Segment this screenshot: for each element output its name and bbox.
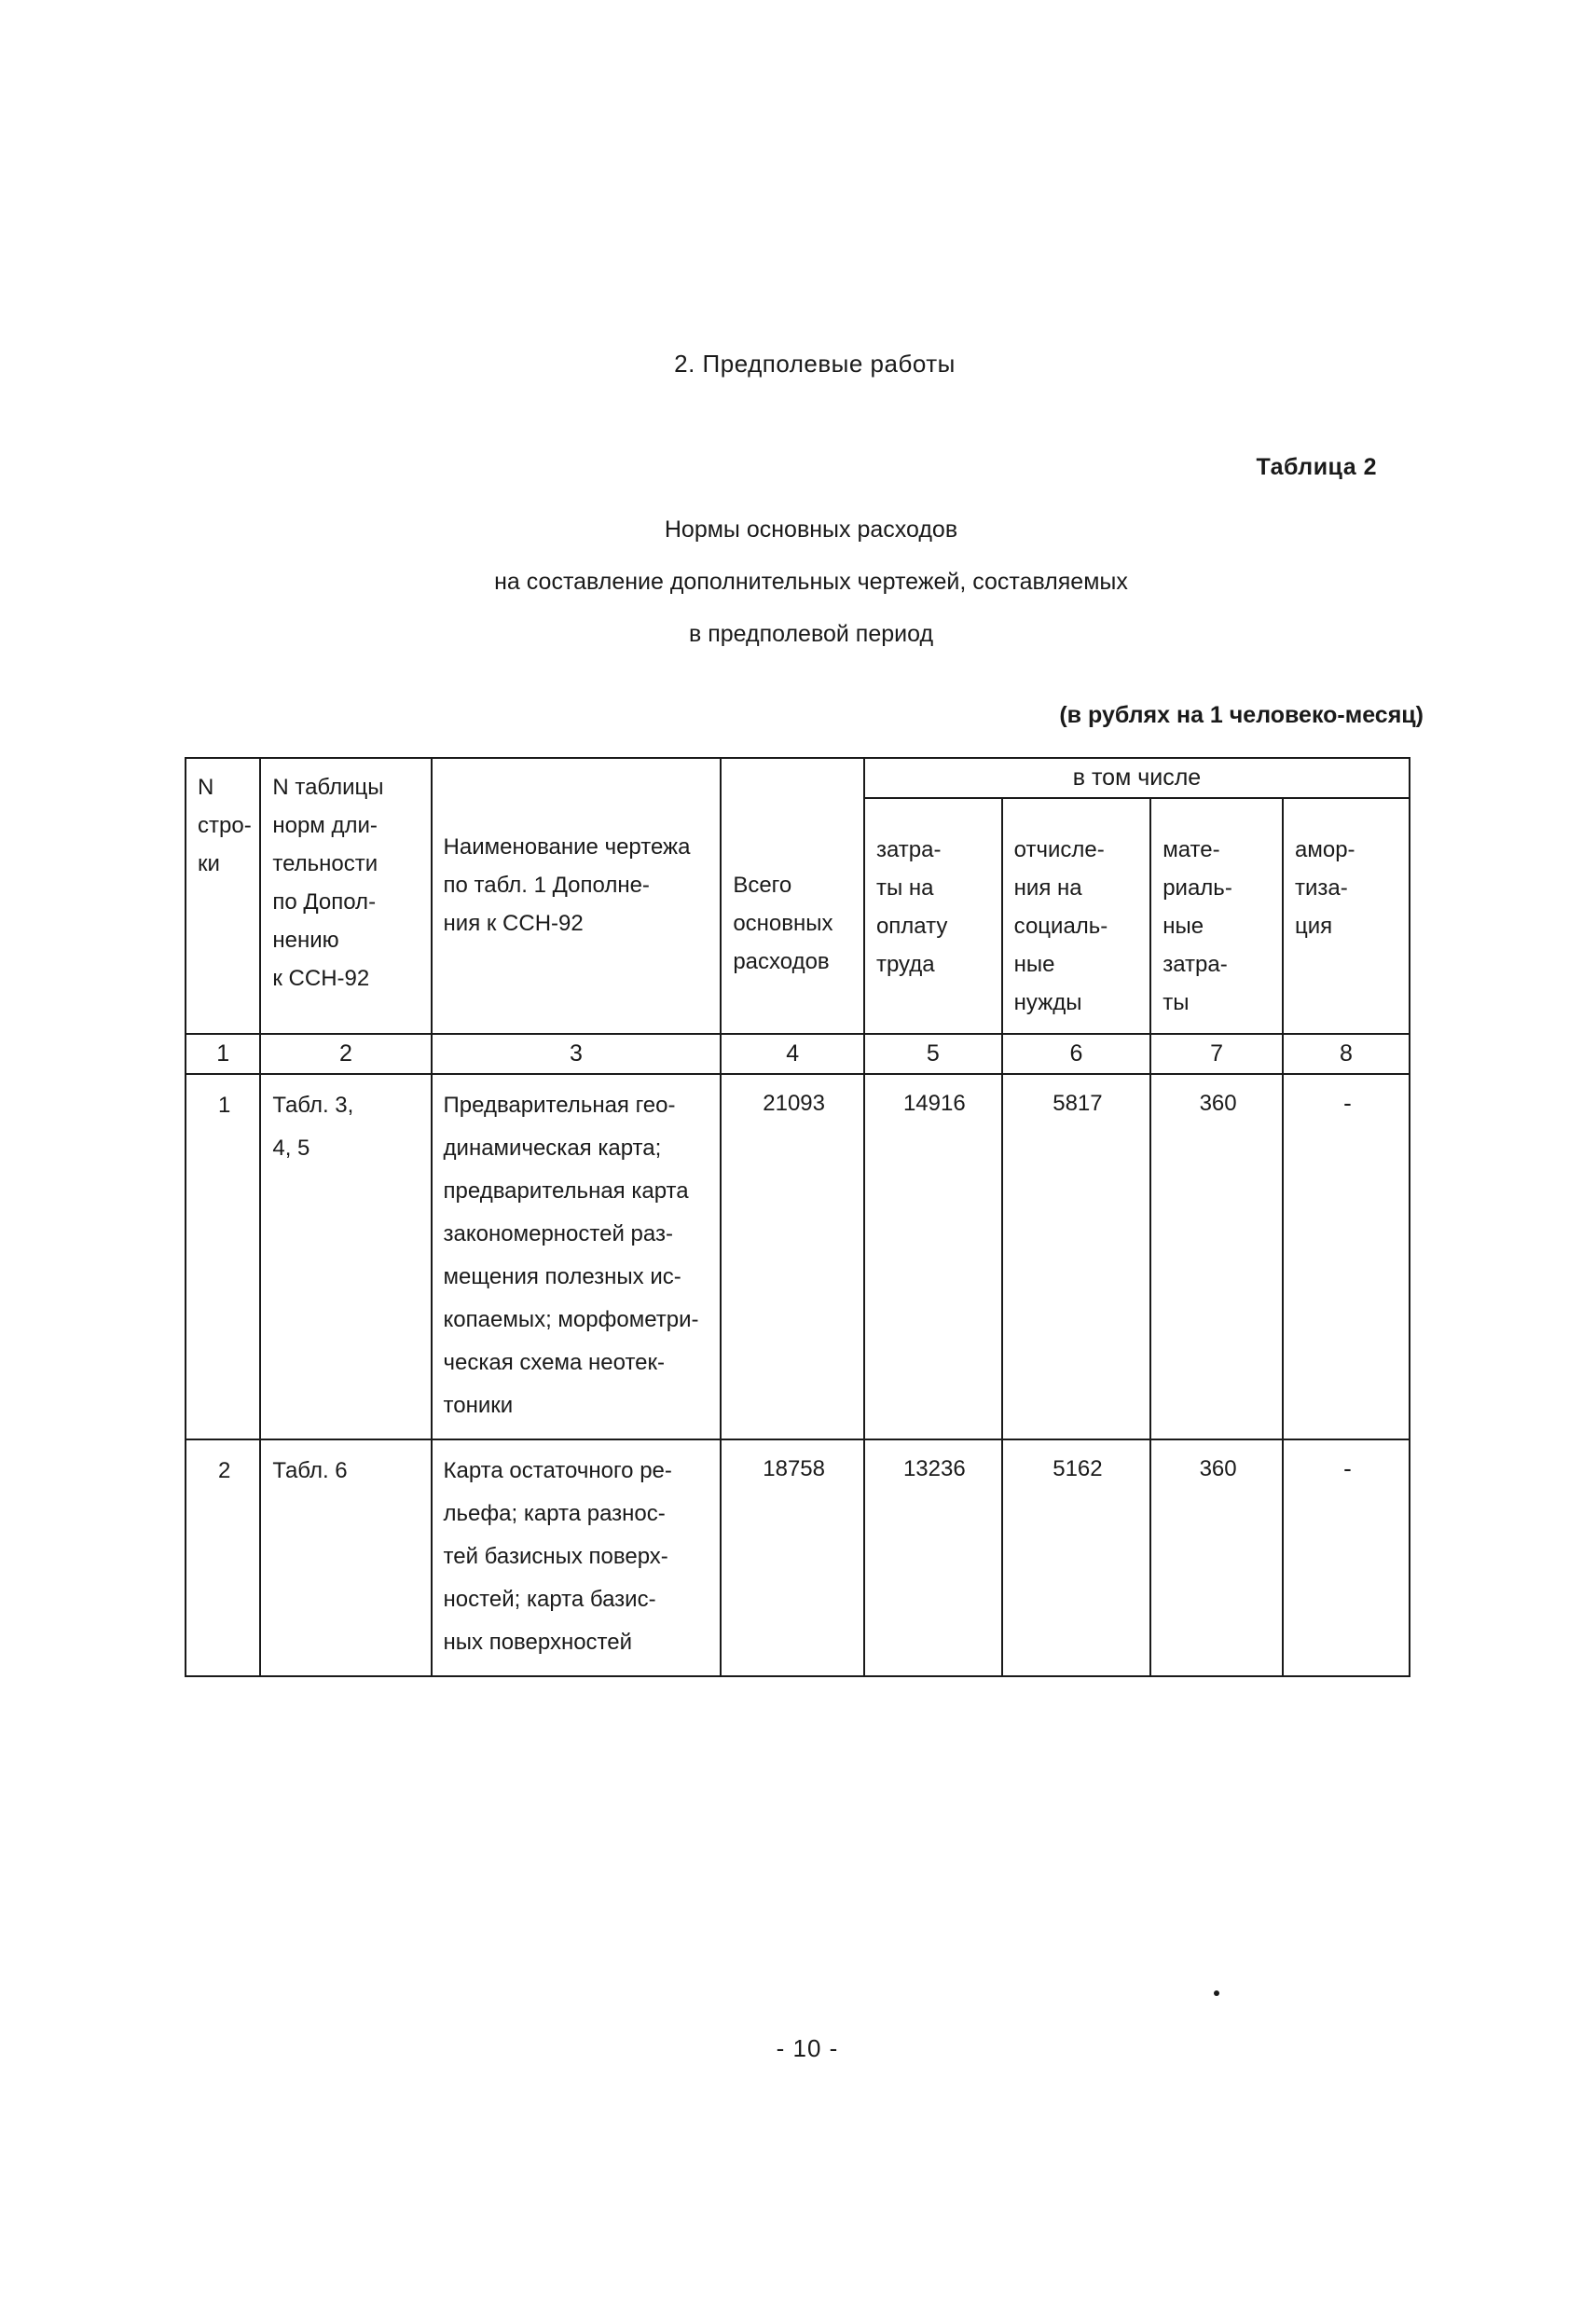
header-col3-line3: ния к ССН-92 — [443, 911, 584, 936]
row2-materials — [1150, 1439, 1283, 1676]
header-amortization — [1283, 798, 1410, 1034]
header-social-contributions — [1002, 798, 1151, 1034]
row1-materials-text: 360 — [1199, 1091, 1237, 1116]
norms-table — [185, 757, 1410, 1677]
row1-table-ref — [260, 1074, 431, 1439]
header-col6-line1: отчисле- — [1013, 837, 1105, 862]
row1-materials — [1150, 1074, 1283, 1439]
table-header-row-1 — [186, 758, 1410, 798]
colnum-2: 2 — [260, 1034, 431, 1074]
row2-amortization-text: - — [1343, 1454, 1352, 1482]
header-col5-line4: труда — [875, 952, 935, 977]
header-col2-line6: к ССН-92 — [272, 966, 370, 991]
row1-social-text: 5817 — [1053, 1091, 1103, 1116]
row2-number — [186, 1439, 260, 1676]
column-number-row — [186, 1034, 1410, 1074]
row1-name-line5: мещения полезных ис- — [443, 1264, 681, 1289]
header-col6-line5: нужды — [1013, 990, 1082, 1015]
header-col7-line3: ные — [1163, 914, 1204, 939]
page-artifact-dot — [1214, 1990, 1219, 1996]
header-col5-line2: ты на — [875, 875, 934, 901]
row1-name-line2: динамическая карта; — [443, 1136, 662, 1161]
units-note: (в рублях на 1 человеко-месяц) — [1059, 702, 1424, 728]
header-material-costs — [1150, 798, 1283, 1034]
row1-name-line6: копаемых; морфометри- — [443, 1307, 699, 1332]
colnum-3: 3 — [432, 1034, 722, 1074]
header-col8-line1: амор- — [1295, 837, 1355, 862]
row1-name-line8: тоники — [443, 1393, 514, 1418]
row1-name-line1: Предварительная гео- — [443, 1093, 676, 1118]
header-row-number — [186, 758, 260, 1034]
row2-labor — [864, 1439, 1002, 1676]
row1-amortization-text: - — [1343, 1089, 1352, 1117]
colnum-1: 1 — [186, 1034, 260, 1074]
header-col6-line2: ния на — [1013, 875, 1082, 901]
header-col7-line2: риаль- — [1163, 875, 1232, 901]
header-drawing-name — [432, 758, 722, 1034]
header-col4-line2: основных — [733, 911, 833, 936]
table-row — [186, 1074, 1410, 1439]
colnum-8: 8 — [1283, 1034, 1410, 1074]
row1-name-line4: закономерностей раз- — [443, 1221, 673, 1246]
row1-labor-text: 14916 — [902, 1091, 966, 1116]
header-col6-line3: социаль- — [1013, 914, 1108, 939]
caption-line-3: в предполевой период — [688, 621, 934, 647]
row2-amortization — [1283, 1439, 1410, 1676]
row1-drawing-name — [432, 1074, 722, 1439]
header-col7-line4: затра- — [1163, 952, 1228, 977]
row2-name-line2: льефа; карта разнос- — [443, 1501, 666, 1526]
colnum-4: 4 — [721, 1034, 864, 1074]
header-col2-line5: нению — [272, 928, 339, 953]
header-group-including: в том числе — [864, 758, 1410, 798]
header-col4-line1: Всего — [733, 873, 792, 898]
row2-ref-line1: Табл. 6 — [272, 1458, 348, 1483]
row2-labor-text: 13236 — [902, 1456, 966, 1481]
header-col1-line1: N — [198, 775, 214, 800]
row1-amortization — [1283, 1074, 1410, 1439]
colnum-6: 6 — [1002, 1034, 1151, 1074]
header-col2-line4: по Допол- — [272, 889, 377, 915]
header-col6-line4: ные — [1013, 952, 1055, 977]
row1-number-text: 1 — [218, 1093, 231, 1118]
row2-name-line4: ностей; карта базис- — [443, 1587, 656, 1612]
row2-drawing-name — [432, 1439, 722, 1676]
header-norm-table-ref — [260, 758, 431, 1034]
table-caption — [13, 503, 1596, 660]
header-col5-line1: затра- — [875, 837, 942, 862]
caption-line-2: на составление дополнительных чертежей, составляемых — [494, 569, 1128, 595]
norms-table-container — [185, 757, 1410, 1677]
row2-social-text: 5162 — [1053, 1456, 1103, 1481]
section-title: 2. Предполевые работы — [674, 350, 956, 378]
row2-total-text: 18758 — [763, 1456, 826, 1481]
row1-social — [1002, 1074, 1151, 1439]
caption-line-1: Нормы основных расходов — [664, 516, 958, 543]
page-number: - 10 - — [776, 2034, 839, 2062]
row2-name-line3: тей базисных поверх- — [443, 1544, 668, 1569]
header-col1-line3: ки — [198, 851, 220, 876]
row2-materials-text: 360 — [1199, 1456, 1237, 1481]
header-col5-line3: оплату — [875, 914, 948, 939]
header-col3-line1: Наименование чертежа — [443, 834, 691, 860]
row1-total — [721, 1074, 864, 1439]
colnum-7: 7 — [1150, 1034, 1283, 1074]
header-total-expenses — [721, 758, 864, 1034]
header-col3-line2: по табл. 1 Дополне- — [443, 873, 650, 898]
row2-name-line5: ных поверхностей — [443, 1630, 633, 1655]
row2-total — [721, 1439, 864, 1676]
header-col8-line2: тиза- — [1295, 875, 1348, 901]
row1-ref-line2: 4, 5 — [272, 1136, 310, 1161]
row1-name-line7: ческая схема неотек- — [443, 1350, 665, 1375]
header-col7-line5: ты — [1163, 990, 1190, 1015]
table-row — [186, 1439, 1410, 1676]
row2-social — [1002, 1439, 1151, 1676]
header-col8-line3: ция — [1295, 914, 1333, 939]
header-col2-line3: тельности — [272, 851, 378, 876]
header-col4-line3: расходов — [733, 949, 830, 974]
row2-name-line1: Карта остаточного ре- — [443, 1458, 672, 1483]
row1-name-line3: предварительная карта — [443, 1178, 689, 1204]
row2-table-ref — [260, 1439, 431, 1676]
header-col7-line1: мате- — [1163, 837, 1220, 862]
row1-total-text: 21093 — [763, 1091, 826, 1116]
row1-labor — [864, 1074, 1002, 1439]
row2-number-text: 2 — [218, 1458, 231, 1483]
row1-ref-line1: Табл. 3, — [272, 1093, 354, 1118]
header-col2-line1: N таблицы — [272, 775, 384, 800]
header-col2-line2: норм дли- — [272, 813, 378, 838]
row1-number — [186, 1074, 260, 1439]
colnum-5: 5 — [864, 1034, 1002, 1074]
table-label: Таблица 2 — [1256, 454, 1377, 480]
header-col1-line2: стро- — [198, 813, 252, 838]
header-labor-costs — [864, 798, 1002, 1034]
